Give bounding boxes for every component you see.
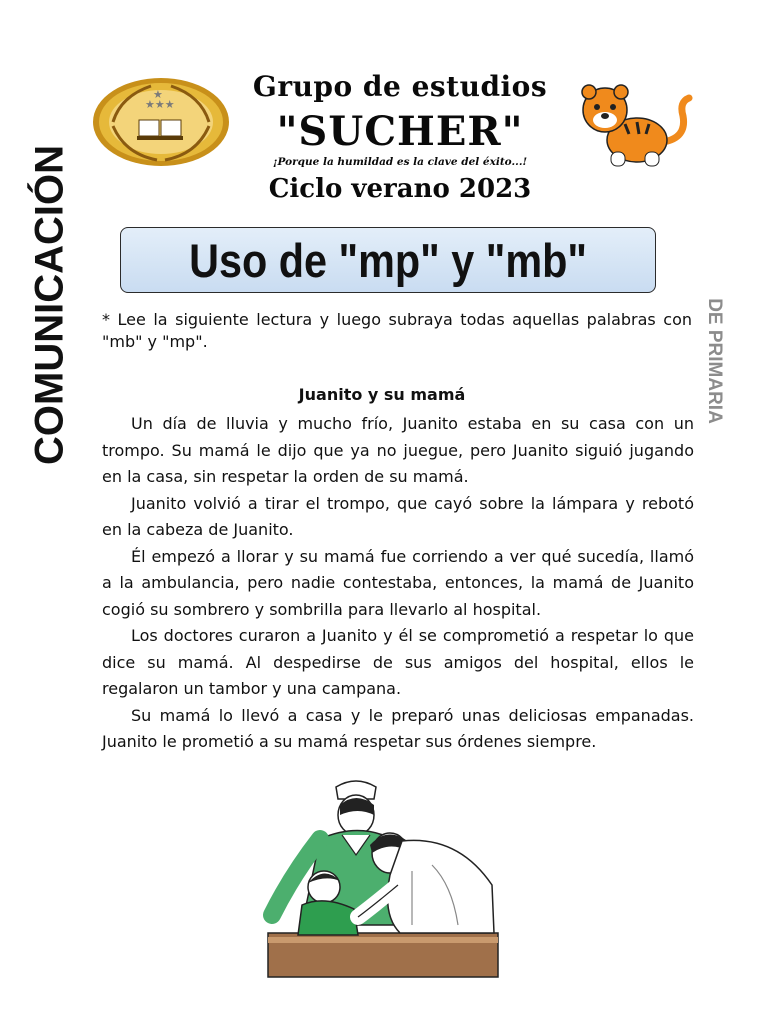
story-body bbox=[102, 411, 694, 756]
story-paragraph: Él empezó a llorar y su mamá fue corriendo a ver qué sucedía, llamó a la ambulancia, pero nadie contestaba, entonces, la mamá de Juanito cogió su sombrero y sombrilla para llevarlo al hospital. bbox=[102, 546, 694, 619]
header bbox=[80, 68, 700, 208]
instruction-text: * Lee la siguiente lectura y luego subraya todas aquellas palabras con "mb" y "mp". bbox=[102, 310, 692, 351]
svg-text:★: ★ bbox=[153, 88, 163, 101]
nurse-doctor-child-illustration bbox=[262, 775, 502, 980]
group-title: Grupo de estudios bbox=[252, 70, 548, 103]
story-paragraph: Su mamá lo llevó a casa y le preparó unas deliciosas empanadas. Juanito le prometió a su mamá respetar sus órdenes siempre. bbox=[102, 705, 694, 751]
story-paragraph: Un día de lluvia y mucho frío, Juanito estaba en su casa con un trompo. Su mamá le dijo que ya no juegue, pero Juanito siguió jugando en la casa, sin respetar la orden de su mamá. bbox=[102, 414, 694, 486]
lesson-title-banner bbox=[120, 227, 656, 293]
group-name: "SUCHER" bbox=[276, 108, 524, 155]
lesson-title: Uso de "mp" y "mb" bbox=[189, 233, 587, 287]
story-paragraph: Los doctores curaron a Juanito y él se comprometió a respetar lo que dice su mamá. Al despedirse de sus amigos del hospital, ellos le regalaron un tambor y una campana. bbox=[102, 626, 694, 698]
cycle-label: Ciclo verano 2023 bbox=[268, 174, 532, 204]
svg-text:★★★: ★★★ bbox=[145, 98, 175, 111]
subject-text: COMUNICACIÓN bbox=[27, 145, 72, 465]
tagline: ¡Porque la humildad es la clave del éxito...! bbox=[272, 156, 528, 168]
tiger-mascot-icon bbox=[575, 80, 695, 170]
story-paragraph: Juanito volvió a tirar el trompo, que cayó sobre la lámpara y rebotó en la cabeza de Juanito. bbox=[102, 493, 694, 539]
level-text: DE PRIMARIA bbox=[704, 298, 725, 424]
story-title: Juanito y su mamá bbox=[298, 385, 466, 404]
